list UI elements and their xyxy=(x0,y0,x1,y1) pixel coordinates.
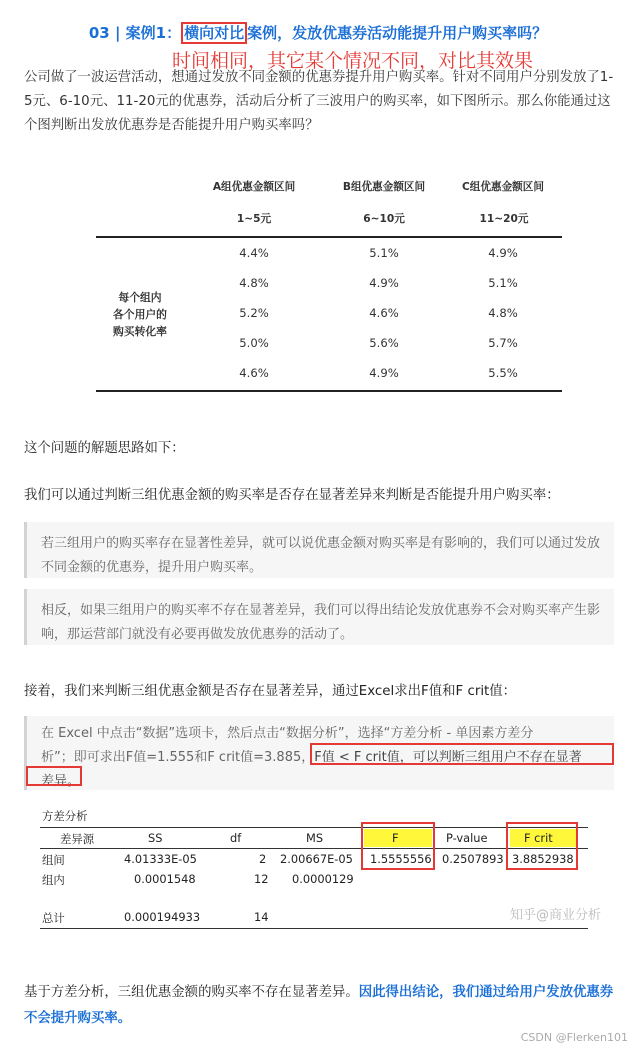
cell: 5.7% xyxy=(488,336,518,350)
anova-header-source: 差异源 xyxy=(60,832,95,846)
table-header-a: A组优惠金额区间 xyxy=(212,181,296,193)
cell: 4.8% xyxy=(488,306,518,320)
heading-highlight: 横向对比 xyxy=(181,22,247,44)
anova-cell: 组间 xyxy=(42,853,65,867)
anova-cell: 0.000194933 xyxy=(124,910,201,924)
highlight-box-conclusion xyxy=(310,743,614,765)
anova-header-ss: SS xyxy=(148,831,163,845)
watermark: 知乎@商业分析 xyxy=(510,908,602,923)
table-row-label xyxy=(104,289,176,340)
heading-prefix: 03 | 案例1： xyxy=(88,24,182,42)
quote3-line2-boxed: F值 < F crit值，可以判断三组用户不存在显著 xyxy=(314,750,582,765)
anova-cell: 0.0000129 xyxy=(292,872,354,886)
row-label-line2: 各个用户的 xyxy=(113,308,167,321)
conclusion-blue: 因此得出结论，我们通过给用户发放优惠券不会提升购买率。 xyxy=(24,985,614,1026)
anova-cell: 组内 xyxy=(42,873,65,887)
anova-cell: 14 xyxy=(254,910,269,924)
anova-rule-bottom xyxy=(40,928,588,929)
table-range-c: 11~20元 xyxy=(479,213,529,225)
cell: 4.9% xyxy=(369,366,399,380)
anova-cell: 2.00667E-05 xyxy=(280,852,353,866)
quote3-line2-plain: 析”；即可求出F值=1.555和F crit值=3.885， xyxy=(41,750,315,765)
anova-cell: 12 xyxy=(254,872,269,886)
cell: 5.5% xyxy=(488,366,518,380)
row-label-line1: 每个组内 xyxy=(118,291,162,304)
cell: 5.1% xyxy=(369,246,399,260)
coupon-table xyxy=(0,0,636,420)
anova-cell: 2 xyxy=(259,852,267,866)
anova-header-ms: MS xyxy=(306,831,324,845)
cell: 4.4% xyxy=(239,246,269,260)
annotation-top: 时间相同，其它某个情况不同，对比其效果 xyxy=(172,50,534,72)
intro-paragraph: 公司做了一波运营活动，想通过发放不同金额的优惠券提升用户购买率。针对不同用户分别发放了1-5元、6-10元、11-20元的优惠券，活动后分析了三波用户的购买率，如下图所示。那么你能通过这个图判断出发放优惠券是否能提升用户购买率吗？ xyxy=(24,70,614,133)
anova-cell: 0.0001548 xyxy=(134,872,196,886)
table-header-b: B组优惠金额区间 xyxy=(342,181,426,193)
highlight-box-f xyxy=(361,822,435,870)
cell: 4.6% xyxy=(369,306,399,320)
quote3-line1: 在 Excel 中点击“数据”选项卡，然后点击“数据分析”，选择“方差分析 - 单因素方差分 xyxy=(41,726,534,741)
cell: 4.9% xyxy=(488,246,518,260)
anova-cell-pvalue: 0.2507893 xyxy=(442,852,504,866)
conclusion-plain: 基于方差分析，三组优惠金额的购买率不存在显著差异。 xyxy=(24,985,359,1000)
highlight-box-conclusion-2 xyxy=(26,766,82,786)
conclusion-paragraph xyxy=(24,980,616,1032)
table-range-b: 6~10元 xyxy=(363,213,405,225)
anova-header-pvalue: P-value xyxy=(446,831,488,845)
method-line: 我们可以通过判断三组优惠金额的购买率是否存在显著差异来判断是否能提升用户购买率： xyxy=(24,488,560,503)
table-header-c: C组优惠金额区间 xyxy=(462,181,544,193)
anova-cell-f: 1.5555556 xyxy=(370,852,432,866)
anova-cell: 4.01333E-05 xyxy=(124,852,197,866)
table-range-a: 1~5元 xyxy=(236,213,272,225)
cell: 4.9% xyxy=(369,276,399,290)
quote-block-1: 若三组用户的购买率存在显著性差异，就可以说优惠金额对购买率是有影响的，我们可以通过发放不同金额的优惠券，提升用户购买率。 xyxy=(24,522,614,578)
anova-title: 方差分析 xyxy=(42,809,88,823)
anova-header-f: F xyxy=(392,831,399,845)
row-label-line3: 购买转化率 xyxy=(113,325,167,338)
highlight-box-fcrit xyxy=(506,822,578,870)
cell: 5.0% xyxy=(239,336,269,350)
cell: 5.6% xyxy=(369,336,399,350)
next-step-line: 接着，我们来判断三组优惠金额是否存在显著差异，通过Excel求出F值和F crit值： xyxy=(24,684,517,699)
cell: 5.1% xyxy=(488,276,518,290)
quote-block-2: 相反，如果三组用户的购买率不存在显著差异，我们可以得出结论发放优惠券不会对购买率产生影响，那运营部门就没有必要再做发放优惠券的活动了。 xyxy=(24,589,614,645)
quote3-line3-boxed: 差异。 xyxy=(41,774,81,789)
anova-header-df: df xyxy=(230,831,242,845)
footer-watermark: CSDN @Flerken101 xyxy=(520,1031,628,1044)
cell: 4.8% xyxy=(239,276,269,290)
table-bottom-rule xyxy=(96,390,562,392)
question-intro: 这个问题的解题思路如下： xyxy=(24,441,185,456)
cell: 4.6% xyxy=(239,366,269,380)
anova-cell: 总计 xyxy=(42,911,65,925)
anova-header-fcrit: F crit xyxy=(524,831,553,845)
anova-cell-fcrit: 3.8852938 xyxy=(512,852,574,866)
cell: 5.2% xyxy=(239,306,269,320)
table-top-rule xyxy=(96,236,562,238)
heading-suffix: 案例，发放优惠券活动能提升用户购买率吗？ xyxy=(247,24,548,42)
